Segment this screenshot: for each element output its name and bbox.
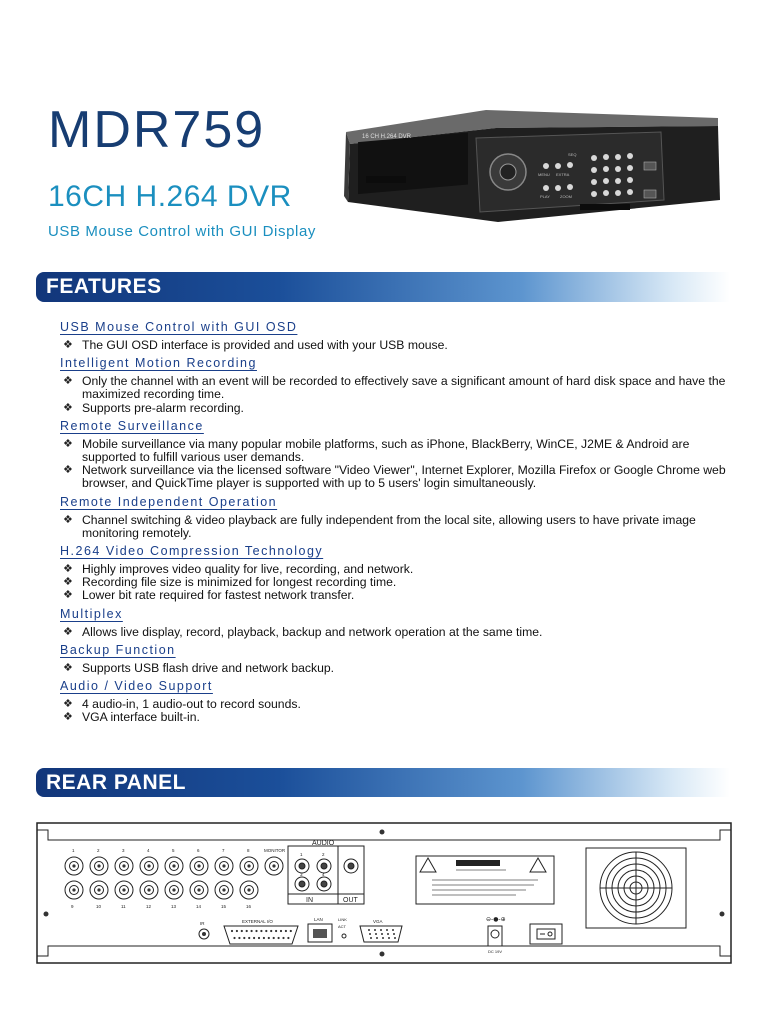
seq-button-label: SEQ (568, 152, 577, 157)
video-channel-number: 10 (96, 904, 102, 909)
audio-number: 2 (322, 852, 325, 857)
vga-label: VGA (373, 919, 383, 924)
external-io-port-icon (224, 926, 298, 944)
video-channel-number: 6 (197, 848, 200, 853)
feature-item-text: Allows live display, record, playback, backup and network operation at the same time. (82, 624, 543, 639)
feature-item-text: VGA interface built-in. (82, 710, 200, 725)
feature-item (60, 662, 740, 675)
video-channel-number: 14 (196, 904, 202, 909)
led-indicator-icon (342, 934, 346, 938)
act-label: ACT (338, 924, 346, 929)
video-channel-number: 8 (247, 848, 250, 853)
diamond-bullet-icon: ❖ (63, 464, 73, 477)
extra-button-label: EXTRA (556, 172, 570, 177)
product-tagline: USB Mouse Control with GUI Display (48, 223, 316, 240)
diamond-bullet-icon: ❖ (63, 339, 73, 351)
feature-heading-usb-mouse: USB Mouse Control with GUI OSD (60, 320, 298, 334)
video-channel-number: 3 (122, 848, 125, 853)
diamond-bullet-icon: ❖ (63, 563, 73, 576)
feature-item (60, 514, 740, 540)
feature-heading-remote-surveillance: Remote Surveillance (60, 418, 204, 433)
model-title: MDR759 (48, 101, 266, 159)
feature-item-text: Supports USB flash drive and network backup. (82, 660, 335, 675)
diamond-bullet-icon: ❖ (63, 437, 73, 450)
external-io-label: EXTERNAL I/O (242, 919, 273, 924)
audio-number: 4 (322, 872, 325, 877)
feature-heading-motion-recording: Intelligent Motion Recording (60, 356, 257, 371)
front-label: 16 CH H.264 DVR (362, 134, 412, 140)
feature-item (60, 464, 740, 490)
feature-item-text: Supports pre-alarm recording. (82, 400, 244, 415)
rear-panel-heading: REAR PANEL (46, 771, 186, 794)
feature-heading-audio-video: Audio / Video Support (60, 679, 213, 694)
feature-item-text: Recording file size is minimized for longest recording time. (82, 575, 397, 590)
feature-item (60, 375, 740, 401)
audio-out-label: OUT (343, 897, 358, 904)
feature-item-text: Network surveillance via the licensed software "Video Viewer", Internet Explorer, Mozilla Firefox or Google Chrome web browser, and QuickTime player is supported with up to 5 users' login simultaneously. (82, 463, 726, 491)
feature-item-text: Highly improves video quality for live, recording, and network. (82, 562, 414, 577)
rear-panel-diagram (36, 822, 732, 964)
video-channel-number: 2 (97, 848, 100, 853)
video-channel-number: 12 (146, 904, 152, 909)
video-channel-number: 5 (172, 848, 175, 853)
video-channel-number: 1 (72, 848, 75, 853)
diamond-bullet-icon: ❖ (63, 589, 73, 602)
feature-heading-backup: Backup Function (60, 642, 176, 657)
feature-item (60, 711, 740, 724)
product-subtitle: 16CH H.264 DVR (48, 180, 292, 213)
link-label: LINK (338, 917, 347, 922)
feature-item-text: Mobile surveillance via many popular mobile platforms, such as iPhone, BlackBerry, WinCE, J2ME & Android are supported to fulfill various user demands. (82, 436, 690, 465)
diamond-bullet-icon: ❖ (63, 661, 73, 674)
feature-heading-remote-operation: Remote Independent Operation (60, 494, 278, 509)
dc-polarity-icon: ⊖-●-⊕ (486, 916, 506, 923)
audio-in-label: IN (306, 897, 313, 904)
feature-item (60, 339, 740, 352)
video-channel-number: 13 (171, 904, 177, 909)
feature-item-text: Only the channel with an event will be recorded to effectively save a significant amount of hard disk space and have the maximized recording time. (82, 374, 726, 402)
features-banner (36, 272, 730, 302)
feature-heading-multiplex: Multiplex (60, 606, 123, 621)
video-channel-number: 7 (222, 848, 225, 853)
diamond-bullet-icon: ❖ (63, 698, 73, 711)
diamond-bullet-icon: ❖ (63, 711, 73, 724)
feature-item (60, 438, 740, 464)
features-heading: FEATURES (46, 275, 162, 298)
feature-item-text: 4 audio-in, 1 audio-out to record sounds. (82, 697, 301, 712)
audio-number: 3 (300, 872, 303, 877)
fan-icon (600, 852, 672, 924)
lan-label: LAN (314, 917, 323, 922)
menu-button-label: MENU (538, 172, 550, 177)
video-channel-number: 11 (121, 904, 126, 909)
feature-heading-h264: H.264 Video Compression Technology (60, 544, 324, 559)
monitor-label: MONITOR (264, 848, 286, 853)
diamond-bullet-icon: ❖ (63, 625, 73, 638)
video-channel-number: 15 (221, 904, 227, 909)
video-channel-number: 16 (246, 904, 252, 909)
video-channel-number: 9 (71, 904, 74, 909)
feature-item (60, 589, 740, 602)
dvr-product-image (336, 104, 728, 234)
audio-label: AUDIO (312, 840, 335, 847)
feature-item-text: Channel switching & video playback are fully independent from the local site, allowing users to have private image monitoring remotely. (82, 512, 696, 540)
zoom-button-label: ZOOM (560, 194, 572, 199)
play-button-label: PLAY (540, 194, 550, 199)
diamond-bullet-icon: ❖ (63, 513, 73, 526)
dc-label: DC 19V (488, 949, 503, 954)
diamond-bullet-icon: ❖ (63, 375, 73, 388)
features-list (60, 320, 740, 728)
rear-panel-banner (36, 768, 730, 797)
feature-item (60, 402, 740, 415)
diamond-bullet-icon: ❖ (63, 576, 73, 589)
video-channel-number: 4 (147, 848, 150, 853)
feature-item (60, 626, 740, 639)
diamond-bullet-icon: ❖ (63, 401, 73, 414)
feature-item-text: The GUI OSD interface is provided and used with your USB mouse. (82, 338, 448, 352)
audio-number: 1 (300, 852, 303, 857)
ir-label: IR (200, 921, 205, 926)
feature-item-text: Lower bit rate required for fastest network transfer. (82, 588, 355, 603)
